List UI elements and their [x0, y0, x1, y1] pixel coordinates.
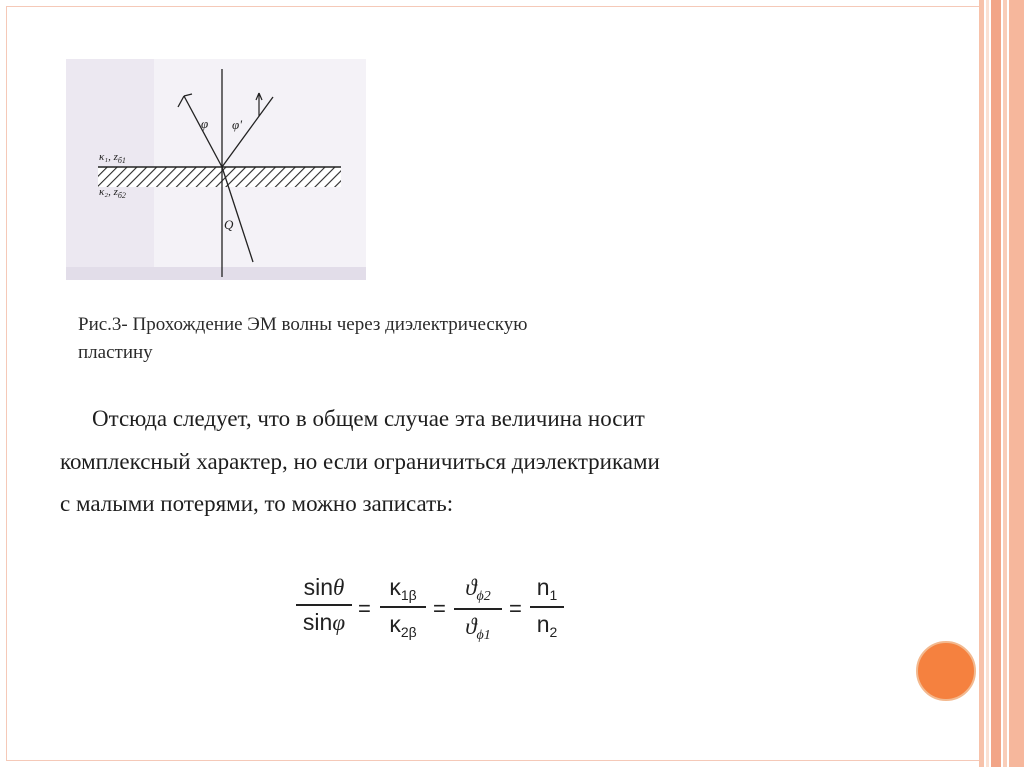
equals-sign-3: = [509, 596, 522, 621]
caption-line-2: пластину [78, 342, 153, 363]
angle-phi-label: φ [201, 116, 209, 131]
wave-refraction-figure [66, 59, 366, 280]
dielectric-plate [98, 167, 341, 187]
formula [290, 574, 580, 654]
equals-sign-2: = [433, 596, 446, 621]
frame-left-line [6, 6, 7, 761]
medium1-label: κ₁, $z_{б1}$ [99, 151, 126, 165]
decorative-circle [916, 641, 976, 701]
figure-caption [78, 311, 718, 367]
medium2-label: κ₂, $z_{б2}$ [99, 186, 126, 200]
angle-phi-prime-label: φ' [232, 117, 242, 132]
body-text-line-2: комплексный характер, но если ограничиться диэлектриками [60, 449, 660, 474]
fraction-refractive-index: $n_1$ $n_2$ [530, 574, 564, 640]
frame-bottom-line [6, 760, 984, 761]
equals-sign-1: = [358, 596, 371, 621]
fraction-kappa: $\kappa_{1\beta}$ $\kappa_{2\beta}$ [380, 574, 426, 640]
frame-top-line [6, 6, 984, 7]
fraction-velocity: $ϑ_{\phi 2}$ $ϑ_{\phi 1}$ [454, 574, 502, 644]
caption-line-1: Рис.3- Прохождение ЭМ волны через диэлектрическую [78, 314, 528, 335]
body-text-line-1: Отсюда следует, что в общем случае эта величина носит [92, 406, 645, 431]
angle-q-label: Q [224, 217, 234, 232]
body-text-line-3: с малыми потерями, то можно записать: [60, 491, 454, 516]
fraction-sin: sinθ sinφ [296, 574, 352, 636]
